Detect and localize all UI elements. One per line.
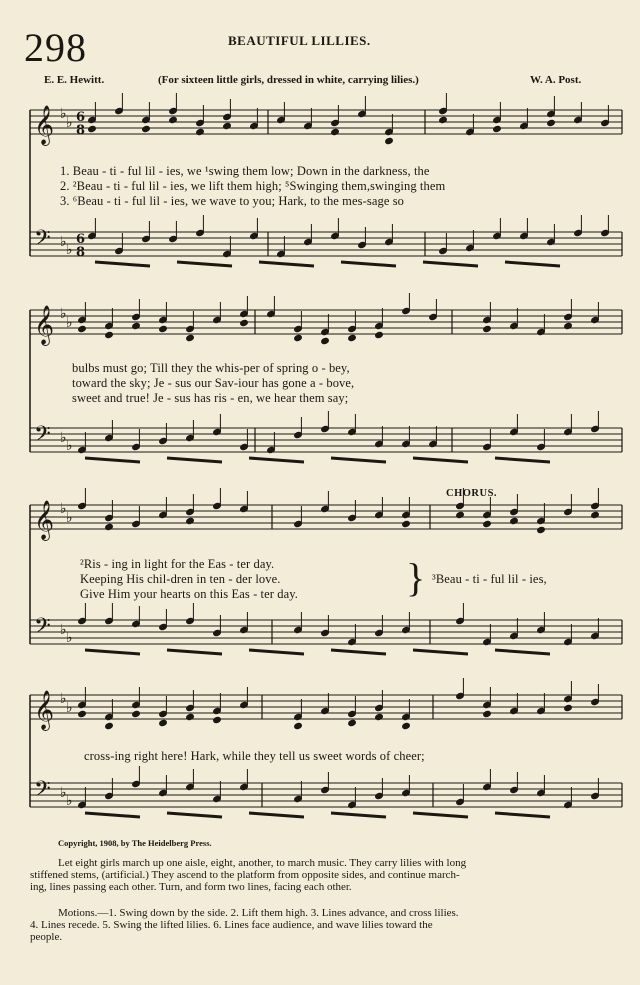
flat-icon: ♭ <box>66 438 73 454</box>
hymn-number: 298 <box>24 25 87 70</box>
note-beam <box>423 262 478 266</box>
note-head <box>169 116 178 123</box>
note-beam <box>85 650 140 654</box>
note-head <box>456 511 465 518</box>
note-beam <box>85 813 140 817</box>
note-beam <box>167 813 222 817</box>
note-beam <box>167 650 222 654</box>
treble-clef-icon: 𝄞 <box>34 690 55 730</box>
staff-lines <box>30 110 622 807</box>
flat-icon: ♭ <box>66 242 73 258</box>
note-head <box>483 710 492 717</box>
note-head <box>375 713 384 720</box>
note-head <box>105 523 114 530</box>
note-head <box>510 517 519 524</box>
flat-icon: ♭ <box>60 306 67 322</box>
lyric-line: 2. ²Beau - ti - ful lil - ies, we lift them high; ⁵Swinging them,swinging them <box>60 179 446 193</box>
note-head <box>240 319 249 326</box>
note-head <box>159 325 168 332</box>
bass-clef-icon: 𝄢 <box>34 777 51 807</box>
note-head <box>213 716 222 723</box>
note-head <box>331 128 340 135</box>
note-head <box>385 137 394 144</box>
instructions-line: stiffened stems, (artificial.) They ascend to the platform from opposite sides, and continue march- <box>30 869 460 881</box>
performance-note: (For sixteen little girls, dressed in white, carrying lilies.) <box>158 74 419 86</box>
motions-line: people. <box>30 931 63 943</box>
flat-icon: ♭ <box>60 691 67 707</box>
note-beam <box>413 813 468 817</box>
note-beam <box>331 458 386 462</box>
note-head <box>439 116 448 123</box>
note-beam <box>259 262 314 266</box>
note-beam <box>495 458 550 462</box>
composer-credit: W. A. Post. <box>530 74 582 86</box>
note-beam <box>95 262 150 266</box>
treble-clef-icon: 𝄞 <box>34 500 55 540</box>
note-head <box>321 337 330 344</box>
flat-icon: ♭ <box>60 622 67 638</box>
note-beam <box>413 650 468 654</box>
note-head <box>348 334 357 341</box>
note-head <box>537 526 546 533</box>
treble-clef-icon: 𝄞 <box>34 105 55 145</box>
note-head <box>186 713 195 720</box>
note-head <box>78 710 87 717</box>
note-beam <box>495 650 550 654</box>
motions-line: 4. Lines recede. 5. Swing the lifted lilies. 6. Lines face audience, and wave lilies toward the <box>30 919 433 931</box>
flat-icon: ♭ <box>66 115 73 131</box>
note-head <box>223 122 232 129</box>
flat-icon: ♭ <box>60 234 67 250</box>
barlines <box>30 110 622 807</box>
note-head <box>105 331 114 338</box>
copyright-line: Copyright, 1908, by The Heidelberg Press. <box>58 838 212 848</box>
hymn-title: BEAUTIFUL LILLIES. <box>228 33 371 48</box>
instructions-line: Let eight girls march up one aisle, eight, another, to march music. They carry lilies with long <box>58 857 467 869</box>
time-signature: 6 <box>76 232 86 247</box>
lyric-line: bulbs must go; Till they the whis-per of spring o - bey, <box>72 361 350 375</box>
note-head <box>196 128 205 135</box>
time-signature: 8 <box>76 245 86 260</box>
flat-icon: ♭ <box>66 793 73 809</box>
note-head <box>483 325 492 332</box>
note-head <box>294 722 303 729</box>
treble-clef-icon: 𝄞 <box>34 305 55 345</box>
note-head <box>493 125 502 132</box>
note-head <box>142 125 151 132</box>
note-head <box>564 322 573 329</box>
note-beam <box>413 458 468 462</box>
lyric-line: ²Ris - ing in light for the Eas - ter day. <box>80 557 275 571</box>
flat-icon: ♭ <box>60 106 67 122</box>
author-credit: E. E. Hewitt. <box>44 74 105 86</box>
note-head <box>564 704 573 711</box>
lyric-line: 3. ⁶Beau - ti - ful lil - ies, we wave to you; Hark, to the mes-sage so <box>60 194 405 208</box>
note-head <box>375 331 384 338</box>
note-head <box>105 722 114 729</box>
note-beam <box>249 458 304 462</box>
lyric-line: sweet and true! Je - sus has ris - en, we hear them say; <box>72 391 349 405</box>
note-beam <box>495 813 550 817</box>
time-signature: 8 <box>76 123 86 138</box>
bass-clef-icon: 𝄢 <box>34 614 51 644</box>
note-head <box>402 722 411 729</box>
note-head <box>591 511 600 518</box>
note-head <box>547 119 556 126</box>
note-beam <box>331 650 386 654</box>
note-head <box>186 334 195 341</box>
note-head <box>348 719 357 726</box>
note-beam <box>249 813 304 817</box>
bass-clef-icon: 𝄢 <box>34 226 51 256</box>
verse-brace: } <box>406 555 426 600</box>
flat-icon: ♭ <box>66 700 73 716</box>
note-beam <box>177 262 232 266</box>
note-head <box>294 334 303 341</box>
note-head <box>132 710 141 717</box>
lyric-line: 1. Beau - ti - ful lil - ies, we ¹swing them low; Down in the darkness, the <box>60 164 430 178</box>
flat-icon: ♭ <box>66 315 73 331</box>
note-head <box>402 520 411 527</box>
chorus-lyric: ³Beau - ti - ful lil - ies, <box>432 572 547 586</box>
note-beam <box>85 458 140 462</box>
note-head <box>88 125 97 132</box>
time-signature: 6 <box>76 110 86 125</box>
flat-icon: ♭ <box>66 630 73 646</box>
lyric-line: cross-ing right here! Hark, while they tell us sweet words of cheer; <box>84 749 425 763</box>
note-head <box>483 520 492 527</box>
note-beam <box>341 262 396 266</box>
lyric-line: toward the sky; Je - sus our Sav-iour has gone a - bove, <box>72 376 355 390</box>
flat-icon: ♭ <box>60 430 67 446</box>
chorus-label: CHORUS. <box>446 488 498 499</box>
note-beam <box>167 458 222 462</box>
note-beam <box>249 650 304 654</box>
note-beam <box>505 262 560 266</box>
note-beam <box>331 813 386 817</box>
lyric-line: Keeping His chil-dren in ten - der love. <box>80 572 281 586</box>
note-head <box>159 719 168 726</box>
bass-clef-icon: 𝄢 <box>34 422 51 452</box>
note-head <box>132 322 141 329</box>
note-head <box>186 517 195 524</box>
flat-icon: ♭ <box>60 501 67 517</box>
clefs <box>34 105 85 809</box>
motions-line: Motions.—1. Swing down by the side. 2. Lift them high. 3. Lines advance, and cross lilies. <box>58 907 459 919</box>
lyric-line: Give Him your hearts on this Eas - ter day. <box>80 587 299 601</box>
instructions-line: ing, lines passing each other. Turn, and form two lines, facing each other. <box>30 881 352 893</box>
flat-icon: ♭ <box>60 785 67 801</box>
note-head <box>78 325 87 332</box>
flat-icon: ♭ <box>66 510 73 526</box>
